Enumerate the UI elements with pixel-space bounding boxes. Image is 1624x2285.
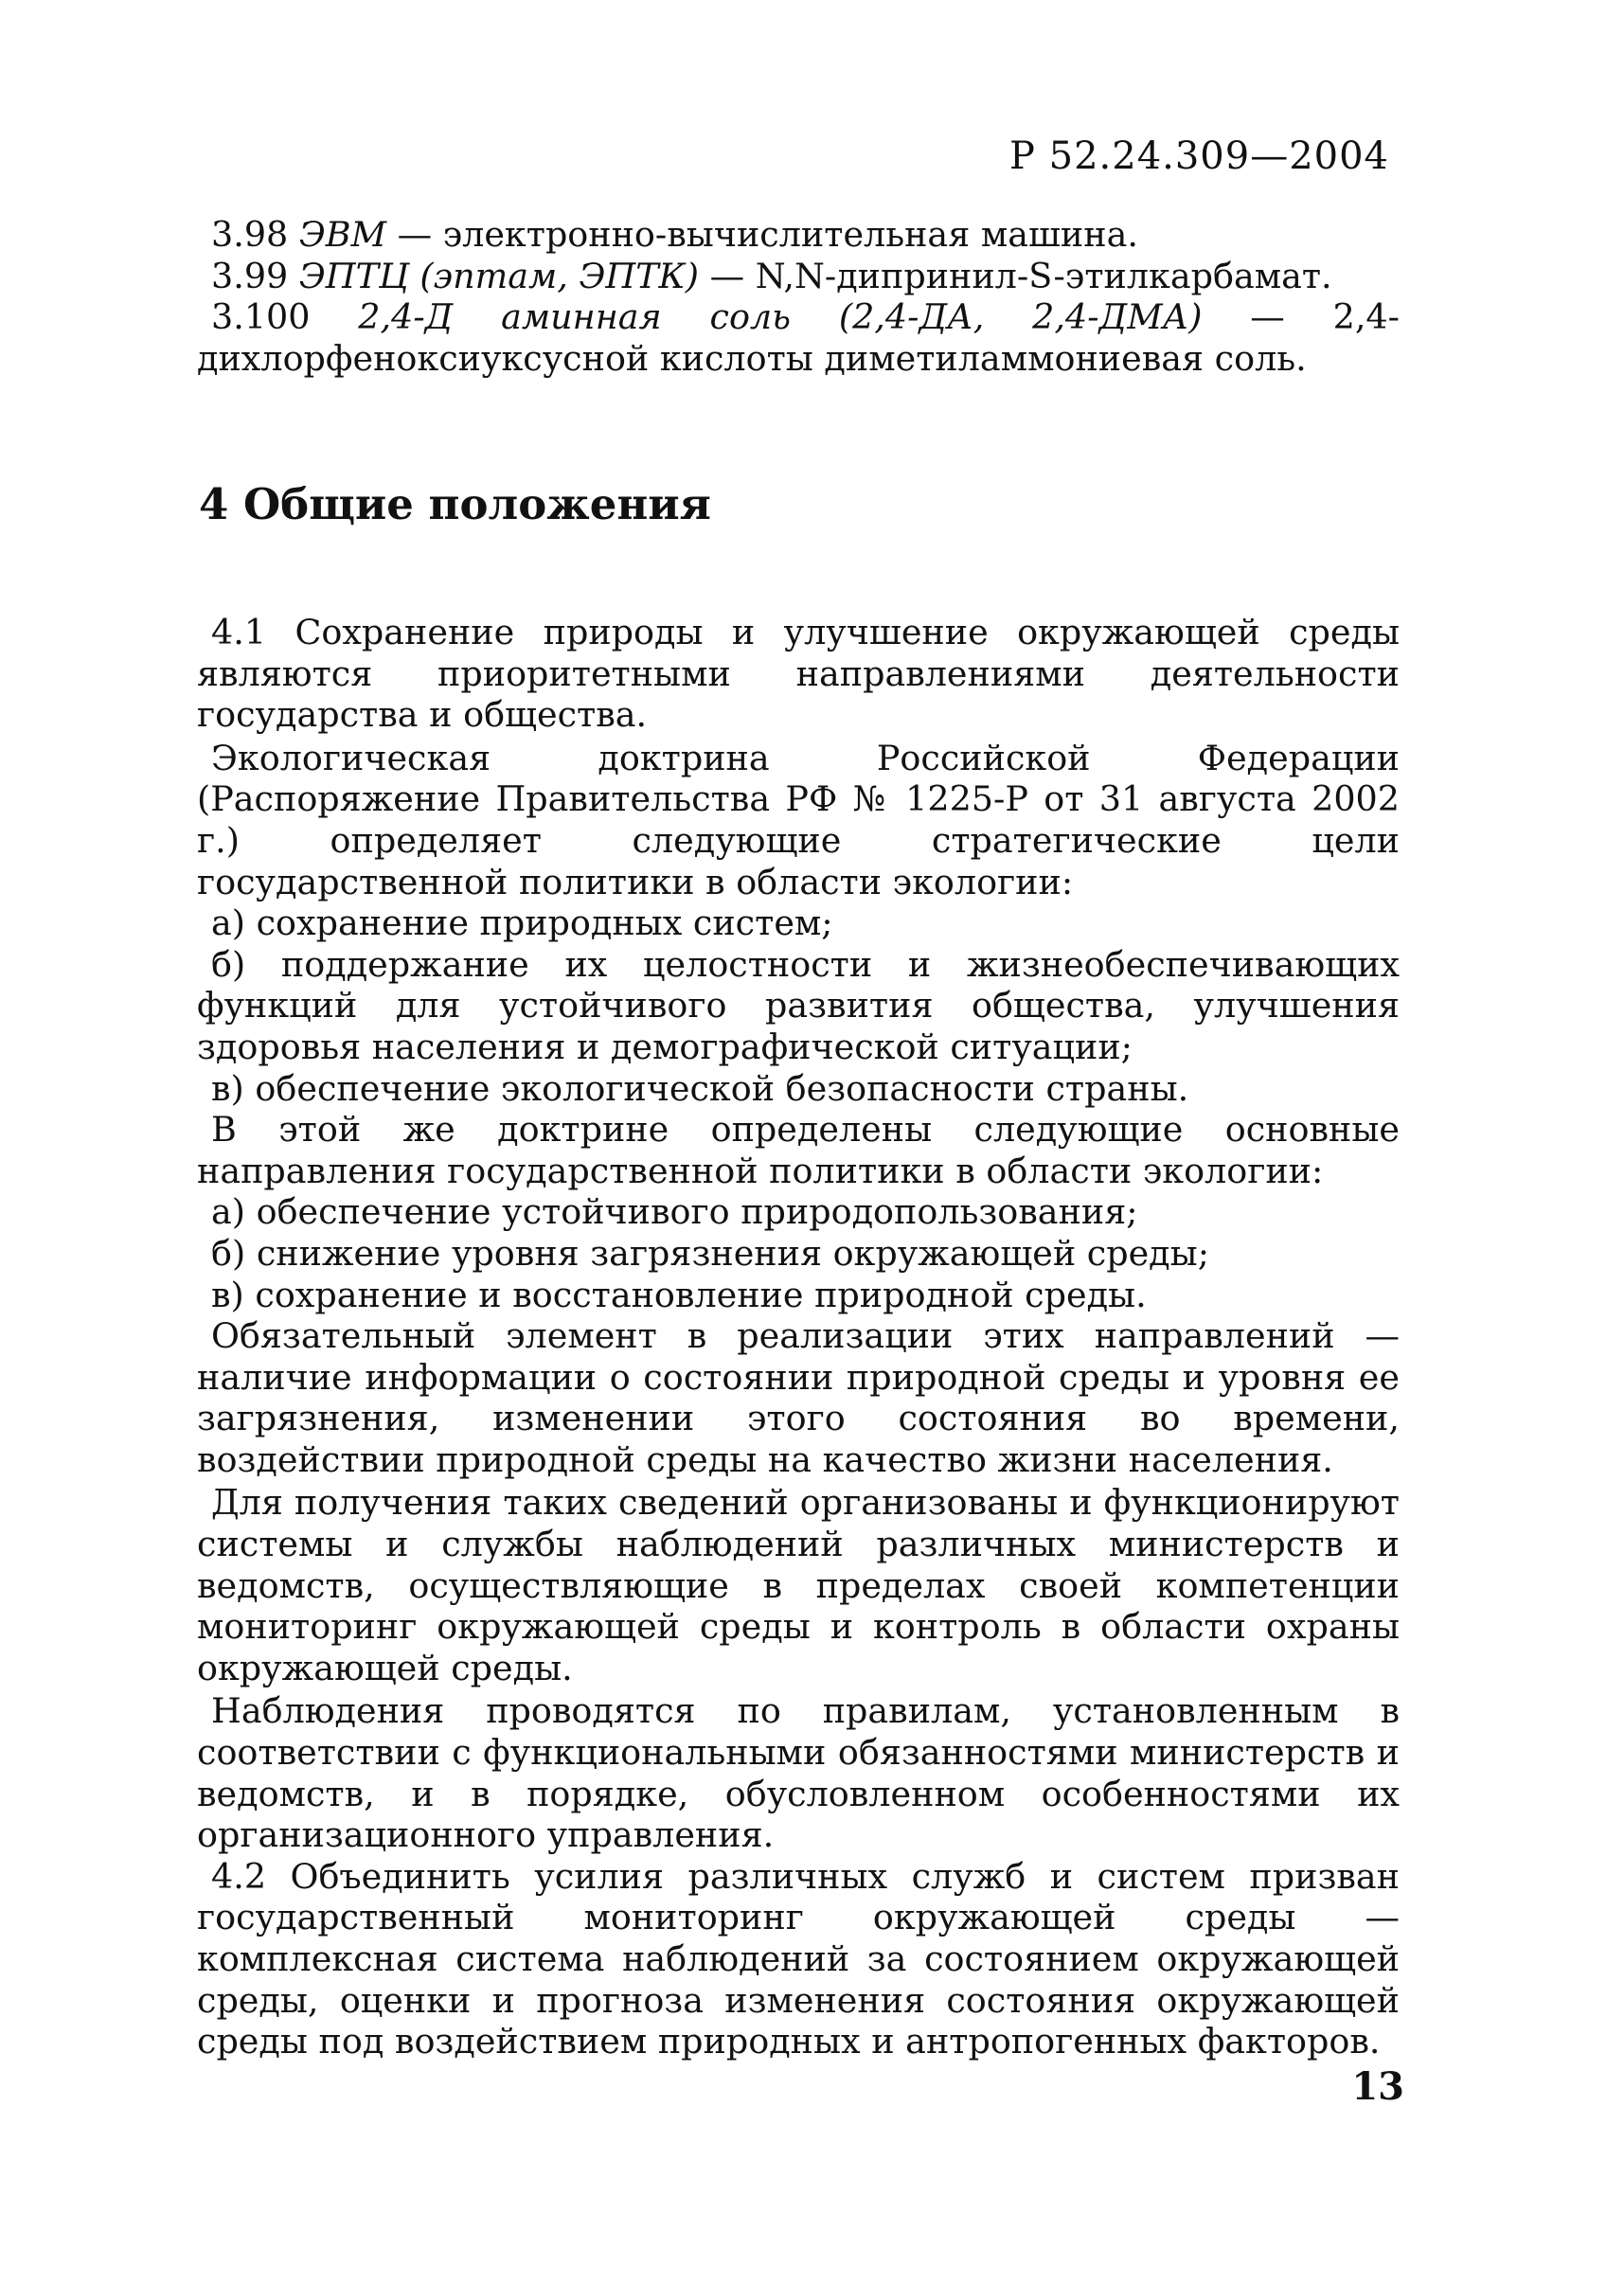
- document-code: Р 52.24.309—2004: [1009, 134, 1389, 178]
- definition-term: ЭПТЦ (эптам, ЭПТК): [298, 255, 700, 296]
- definition-item: 3.99 ЭПТЦ (эптам, ЭПТК) — N,N-дипринил-S-этилкарбамат.: [211, 255, 1332, 296]
- list-item: а) обеспечение устойчивого природопользования;: [211, 1191, 1138, 1233]
- list-item: б) снижение уровня загрязнения окружающей среды;: [211, 1232, 1210, 1274]
- definition-term: 2,4-Д аминная соль (2,4-ДА, 2,4-ДМА): [358, 296, 1203, 338]
- paragraph: 4.2 Объединить усилия различных служб и систем призван государственный мониторинг окружающей среды — комплексная система наблюдений за состоянием окружающей среды, оценки и прогноза изменения состояния окружающей среды под воздействием природных и антропогенных факторов.: [197, 1855, 1400, 2062]
- paragraph: Экологическая доктрина Российской Федерации (Распоряжение Правительства РФ № 1225-Р от 31 августа 2002 г.) определяет следующие стратегические цели государственной политики в области экологии:: [197, 737, 1400, 902]
- list-item: в) сохранение и восстановление природной среды.: [211, 1274, 1147, 1315]
- section-body: [197, 612, 1400, 2062]
- definition-term: ЭВМ: [298, 214, 386, 255]
- page-number: 13: [1351, 2064, 1404, 2109]
- paragraph: Для получения таких сведений организованы и функционируют системы и службы наблюдений различных министерств и ведомств, осуществляющие в пределах своей компетенции мониторинг окружающей среды и контроль в области охраны окружающей среды.: [197, 1482, 1400, 1688]
- list-item: б) поддержание их целостности и жизнеобеспечивающих функций для устойчивого развития общества, улучшения здоровья населения и демографической ситуации;: [197, 943, 1400, 1067]
- paragraph: Наблюдения проводятся по правилам, установленным в соответствии с функциональными обязанностями министерств и ведомств, и в порядке, обусловленном особенностями их организационного управления.: [197, 1690, 1400, 1856]
- list-item: а) сохранение природных систем;: [211, 902, 833, 944]
- paragraph: Обязательный элемент в реализации этих направлений — наличие информации о состоянии природной среды и уровня ее загрязнения, изменении этого состояния во времени, воздействии природной среды на качество жизни населения.: [197, 1315, 1400, 1480]
- list-item: в) обеспечение экологической безопасности страны.: [211, 1067, 1189, 1109]
- paragraph: В этой же доктрине определены следующие основные направления государственной политики в области экологии:: [197, 1109, 1400, 1191]
- section-title: 4 Общие положения: [199, 479, 711, 529]
- definition-item: 3.98 ЭВМ — электронно-вычислительная машина.: [211, 214, 1138, 255]
- definitions-block: [197, 214, 1400, 379]
- paragraph: 4.1 Сохранение природы и улучшение окружающей среды являются приоритетными направлениями деятельности государства и общества.: [197, 612, 1400, 736]
- definition-item: 3.100 2,4-Д аминная соль (2,4-ДА, 2,4-ДМА) — 2,4-дихлорфеноксиуксусной кислоты диметиламмониевая соль.: [197, 296, 1400, 379]
